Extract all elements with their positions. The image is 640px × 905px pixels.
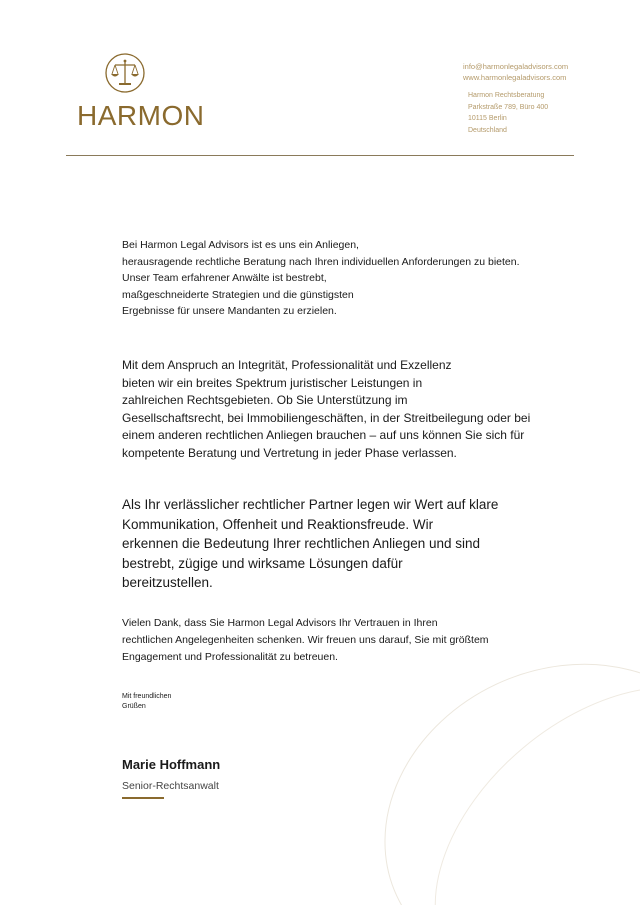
text-line: zahlreichen Rechtsgebieten. Ob Sie Unterstützung im bbox=[122, 393, 408, 407]
text-line: bieten wir ein breites Spektrum juristischer Leistungen in bbox=[122, 375, 423, 390]
signature-name: Marie Hoffmann bbox=[122, 757, 221, 772]
closing-salutation bbox=[122, 692, 171, 712]
text-line: maßgeschneiderte Strategien und die günstigsten bbox=[122, 288, 354, 301]
closing-line: Grüßen bbox=[122, 703, 146, 710]
paragraph-3 bbox=[122, 495, 498, 593]
text-line: Vielen Dank, dass Sie Harmon Legal Advisors Ihr Vertrauen in Ihren bbox=[122, 617, 438, 629]
text-line: einem anderen rechtlichen Anliegen brauchen – auf uns können Sie sich für bbox=[122, 428, 525, 442]
brand-name: HARMON bbox=[77, 100, 205, 131]
text-line: bereitzustellen. bbox=[122, 575, 213, 590]
text-line: bestrebt, zügige und wirksame Lösungen dafür bbox=[122, 555, 403, 571]
contact-email[interactable]: info@harmonlegaladvisors.com bbox=[463, 62, 569, 71]
closing-line: Mit freundlichen bbox=[122, 693, 172, 700]
address-line: Harmon Rechtsberatung bbox=[468, 92, 545, 99]
header-divider bbox=[66, 155, 574, 156]
text-line: Mit dem Anspruch an Integrität, Professionalität und Exzellenz bbox=[122, 358, 452, 372]
text-line: Engagement und Professionalität zu betreuen. bbox=[122, 651, 338, 663]
text-line: erkennen die Bedeutung Ihrer rechtlichen Anliegen und sind bbox=[122, 536, 481, 551]
text-line: rechtlichen Angelegenheiten schenken. Wir freuen uns darauf, Sie mit größtem bbox=[122, 634, 489, 646]
paragraph-4 bbox=[122, 615, 489, 666]
contact-website[interactable]: www.harmonlegaladvisors.com bbox=[463, 73, 567, 82]
text-line: Als Ihr verlässlicher rechtlicher Partner legen wir Wert auf klare bbox=[122, 497, 499, 512]
text-line: Unser Team erfahrener Anwälte ist bestrebt, bbox=[122, 272, 327, 284]
text-line: kompetente Beratung und Vertretung in jeder Phase verlassen. bbox=[122, 445, 457, 460]
text-line: Gesellschaftsrecht, bei Immobiliengeschäften, in der Streitbeilegung oder bei bbox=[122, 410, 531, 425]
text-line: Ergebnisse für unsere Mandanten zu erzielen. bbox=[122, 305, 337, 317]
address-line: Parkstraße 789, Büro 400 bbox=[468, 103, 549, 111]
contact-block bbox=[463, 61, 568, 83]
scales-of-justice-icon bbox=[104, 52, 146, 94]
signature-underline bbox=[122, 797, 164, 799]
address-line: 10115 Berlin bbox=[468, 115, 507, 122]
signature-title: Senior-Rechtsanwalt bbox=[122, 780, 219, 792]
text-line: Bei Harmon Legal Advisors ist es uns ein Anliegen, bbox=[122, 239, 359, 251]
address-line: Deutschland bbox=[468, 126, 507, 134]
text-line: herausragende rechtliche Beratung nach Ihren individuellen Anforderungen zu bieten. bbox=[122, 255, 520, 268]
paragraph-2 bbox=[122, 357, 530, 462]
address-block bbox=[468, 90, 548, 136]
text-line: Kommunikation, Offenheit und Reaktionsfreude. Wir bbox=[122, 516, 434, 532]
paragraph-1 bbox=[122, 237, 520, 320]
